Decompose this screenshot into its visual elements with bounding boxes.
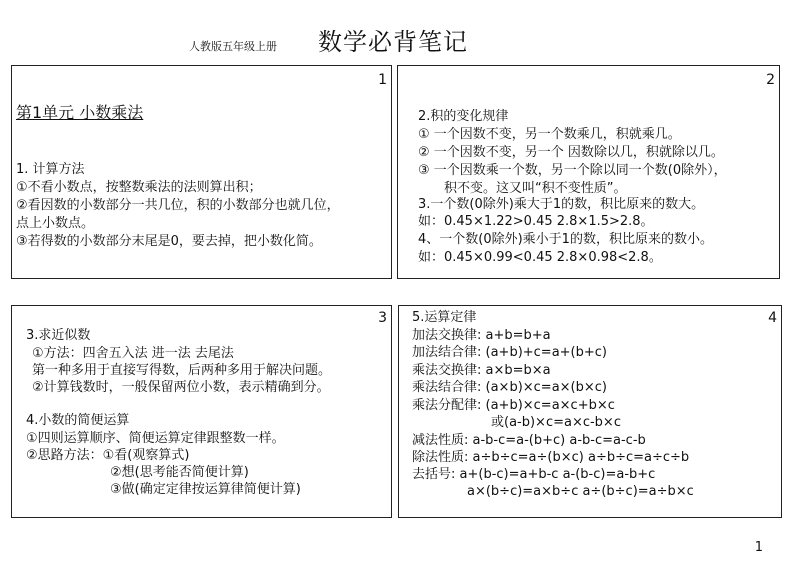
box-number: 1 [378, 72, 387, 88]
text-line: ②看因数的小数部分一共几位，积的小数部分也就几位， [16, 198, 340, 213]
text-line: 加法结合律: (a+b)+c=a+(b+c) [412, 345, 607, 360]
text-line: ① 一个因数不变，另一个数乘几，积就乘几。 [418, 127, 681, 142]
text-line: ② 一个因数不变，另一个 因数除以几，积就除以几。 [418, 145, 724, 160]
unit-heading: 第1单元 小数乘法 [16, 103, 144, 122]
text-line: ③若得数的小数部分末尾是0，要去掉，把小数化简。 [16, 234, 322, 249]
note-box-2 [397, 65, 780, 279]
text-line: 或(a-b)×c=a×c-b×c [491, 415, 621, 430]
box-number: 3 [378, 310, 387, 326]
page-title: 数学必背笔记 [318, 28, 468, 56]
note-box-1 [11, 65, 392, 279]
text-line: ③ 一个因数乘一个数，另一个除以同一个数(0除外）， [418, 163, 727, 178]
text-line: a×(b÷c)=a×b÷c a÷(b÷c)=a÷b×c [467, 484, 694, 499]
text-line: 去括号: a+(b-c)=a+b-c a-(b-c)=a-b+c [412, 467, 656, 482]
box-number: 4 [768, 310, 777, 326]
text-line: 5.运算定律 [412, 310, 477, 325]
text-line: 4、一个数(0除外)乘小于1的数，积比原来的数小。 [418, 232, 713, 247]
text-line: 点上小数点。 [16, 216, 95, 231]
page-number: 1 [754, 540, 763, 555]
text-line: 乘法结合律: (a×b)×c=a×(b×c) [412, 380, 607, 395]
box-number: 2 [766, 72, 775, 88]
text-line: ①方法：四舍五入法 进一法 去尾法 [32, 346, 234, 361]
text-line: ②想(思考能否简便计算) [110, 465, 249, 480]
text-line: 2.积的变化规律 [418, 109, 509, 124]
text-line: ①四则运算顺序、简便运算定律跟整数一样。 [26, 431, 285, 446]
text-line: 积不变。这又叫“积不变性质”。 [444, 181, 627, 196]
text-line: 1. 计算方法 [16, 162, 85, 177]
text-line: 如：0.45×1.22>0.45 2.8×1.5>2.8。 [418, 214, 654, 229]
text-line: 减法性质: a-b-c=a-(b+c) a-b-c=a-c-b [412, 433, 646, 448]
note-box-3 [11, 305, 392, 518]
note-box-4 [398, 305, 782, 518]
text-line: 3.一个数(0除外)乘大于1的数，积比原来的数大。 [418, 197, 705, 212]
text-line: ②计算钱数时，一般保留两位小数，表示精确到分。 [32, 380, 330, 395]
text-line: 第一种多用于直接写得数，后两种多用于解决问题。 [32, 363, 332, 378]
text-line: 乘法分配律: (a+b)×c=a×c+b×c [412, 398, 615, 413]
text-line: ②思路方法：①看(观察算式) [26, 448, 190, 463]
text-line: 加法交换律: a+b=b+a [412, 328, 551, 343]
text-line: 乘法交换律: a×b=b×a [412, 363, 551, 378]
text-line: 除法性质: a÷b÷c=a÷(b×c) a÷b÷c=a÷c÷b [412, 450, 690, 465]
text-line: 如：0.45×0.99<0.45 2.8×0.98<2.8。 [418, 250, 662, 265]
text-line: ①不看小数点，按整数乘法的法则算出积； [16, 180, 262, 195]
text-line: ③做(确定定律按运算律简便计算) [110, 482, 301, 497]
text-line: 4.小数的简便运算 [26, 413, 130, 428]
grade-subtitle: 人教版五年级上册 [189, 40, 277, 53]
text-line: 3.求近似数 [26, 328, 91, 343]
